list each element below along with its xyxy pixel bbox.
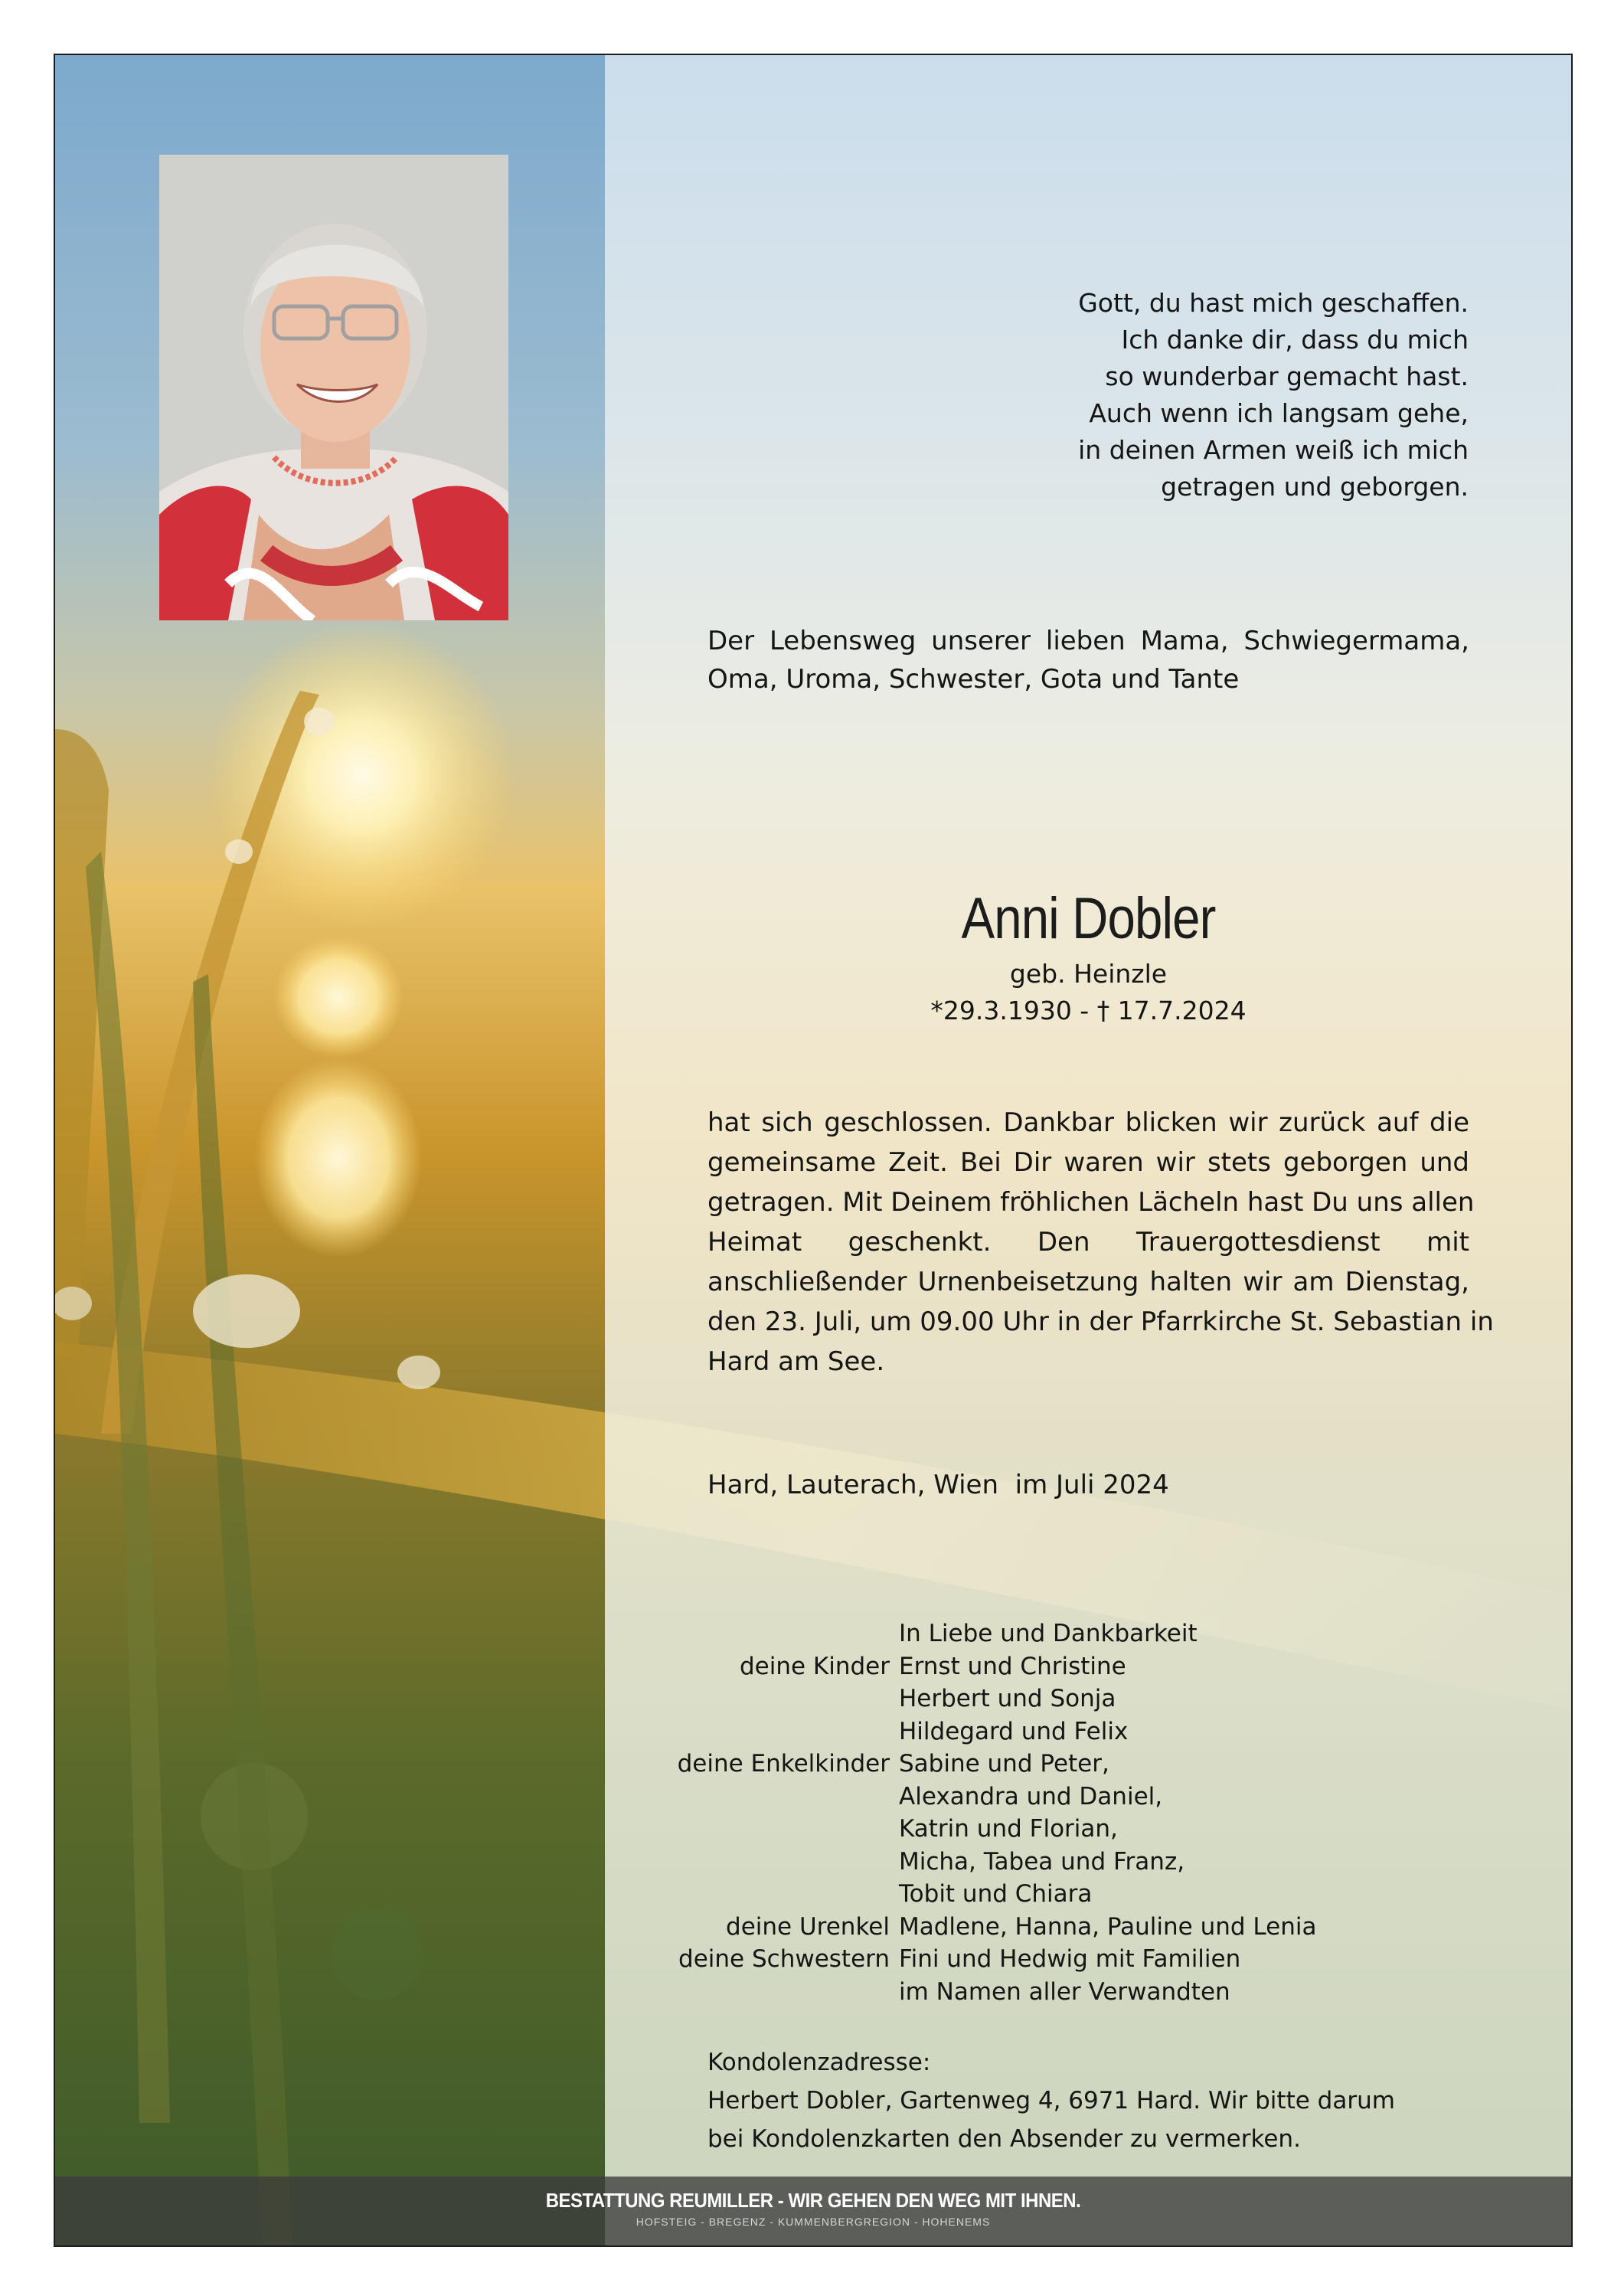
survivors-list	[677, 1617, 1473, 2008]
survivor-relation	[585, 1846, 899, 1879]
poem-line: Ich danke dir, dass du mich	[1121, 325, 1469, 355]
survivor-names: Alexandra und Daniel,	[899, 1782, 1163, 1810]
survivor-names: In Liebe und Dankbarkeit	[899, 1620, 1198, 1647]
body-line: anschließender Urnenbeisetzung halten wir am Dienstag,	[707, 1267, 1469, 1297]
survivor-relation: deine Enkelkinder	[677, 1750, 890, 1778]
birth-name: geb. Heinzle	[1009, 959, 1168, 989]
body-line: gemeinsame Zeit. Bei Dir waren wir stets geborgen und	[707, 1147, 1469, 1178]
survivor-relation	[585, 1813, 899, 1846]
survivor-relation: deine Schwestern	[678, 1945, 890, 1973]
funeral-home-footer	[55, 2177, 1571, 2245]
survivor-relation	[585, 1683, 899, 1715]
survivor-names: Madlene, Hanna, Pauline und Lenia	[899, 1912, 1317, 1941]
obituary-card	[54, 54, 1573, 2247]
survivor-row	[707, 1683, 1473, 1715]
poem-line: getragen und geborgen.	[1161, 472, 1469, 502]
survivor-row	[707, 1878, 1473, 1911]
survivor-row	[677, 1748, 1473, 1781]
deceased-block	[707, 882, 1469, 1029]
body-line: Heimat geschenkt. Den Trauergottesdienst mit	[707, 1227, 1469, 1258]
survivor-names: Ernst und Christine	[899, 1652, 1126, 1680]
survivor-relation	[585, 1781, 899, 1814]
deceased-name: Anni Dobler	[961, 886, 1216, 951]
survivor-row	[707, 1911, 1473, 1944]
intro-text: Der Lebensweg unserer lieben Mama, Schwiegermama, Oma, Uroma, Schwester, Gota und Tante	[707, 626, 1469, 695]
condolence-line: bei Kondolenzkarten den Absender zu vermerken.	[707, 2125, 1301, 2153]
survivor-names: Hildegard und Felix	[899, 1717, 1129, 1745]
survivor-relation	[585, 1715, 899, 1748]
survivor-names: Herbert und Sonja	[899, 1685, 1116, 1712]
body-line: getragen. Mit Deinem fröhlichen Lächeln hast Du uns allen	[707, 1187, 1475, 1218]
survivor-row	[707, 1617, 1473, 1650]
survivor-relation	[585, 1617, 899, 1650]
life-dates: *29.3.1930 - † 17.7.2024	[930, 996, 1247, 1025]
survivor-row	[707, 1976, 1473, 2009]
survivor-row	[707, 1846, 1473, 1879]
condolence-address	[707, 2043, 1469, 2158]
footer-title: BESTATTUNG REUMILLER - WIR GEHEN DEN WEG MIT IHNEN.	[545, 2189, 1081, 2212]
poem-line: so wunderbar gemacht hast.	[1105, 361, 1469, 391]
survivor-names: Katrin und Florian,	[899, 1815, 1118, 1843]
survivor-row	[707, 1781, 1473, 1814]
survivor-names: Fini und Hedwig mit Familien	[899, 1945, 1241, 1973]
portrait-photo	[159, 155, 508, 620]
survivor-names: Sabine und Peter,	[899, 1750, 1109, 1778]
survivor-names: im Namen aller Verwandten	[899, 1977, 1230, 2006]
survivor-row	[707, 1813, 1473, 1846]
survivor-names: Micha, Tabea und Franz,	[899, 1847, 1185, 1876]
survivor-relation: deine Kinder	[739, 1652, 890, 1680]
survivor-row	[707, 1650, 1473, 1683]
body-line: Hard am See.	[707, 1346, 885, 1377]
footer-subtitle: HOFSTEIG - BREGENZ - KUMMENBERGREGION - HOHENEMS	[636, 2216, 991, 2228]
survivor-relation	[585, 1976, 899, 2009]
poem-line: Gott, du hast mich geschaffen.	[1078, 288, 1469, 318]
body-line: hat sich geschlossen. Dankbar blicken wir zurück auf die	[707, 1107, 1469, 1138]
survivor-row	[678, 1943, 1473, 1976]
poem-line: Auch wenn ich langsam gehe,	[1089, 398, 1469, 428]
survivor-relation: deine Urenkel	[726, 1912, 890, 1941]
place-date: Hard, Lauterach, Wien im Juli 2024	[707, 1470, 1169, 1500]
body-text	[707, 1103, 1494, 1382]
survivor-row	[707, 1715, 1473, 1748]
body-line: den 23. Juli, um 09.00 Uhr in der Pfarrkirche St. Sebastian in	[707, 1307, 1494, 1337]
survivor-relation	[585, 1878, 899, 1911]
survivor-names: Tobit und Chiara	[899, 1880, 1093, 1908]
condolence-line: Herbert Dobler, Gartenweg 4, 6971 Hard. Wir bitte darum	[707, 2087, 1395, 2114]
poem-line: in deinen Armen weiß ich mich	[1078, 435, 1469, 465]
poem	[933, 285, 1469, 505]
condolence-heading: Kondolenzadresse:	[707, 2049, 931, 2076]
